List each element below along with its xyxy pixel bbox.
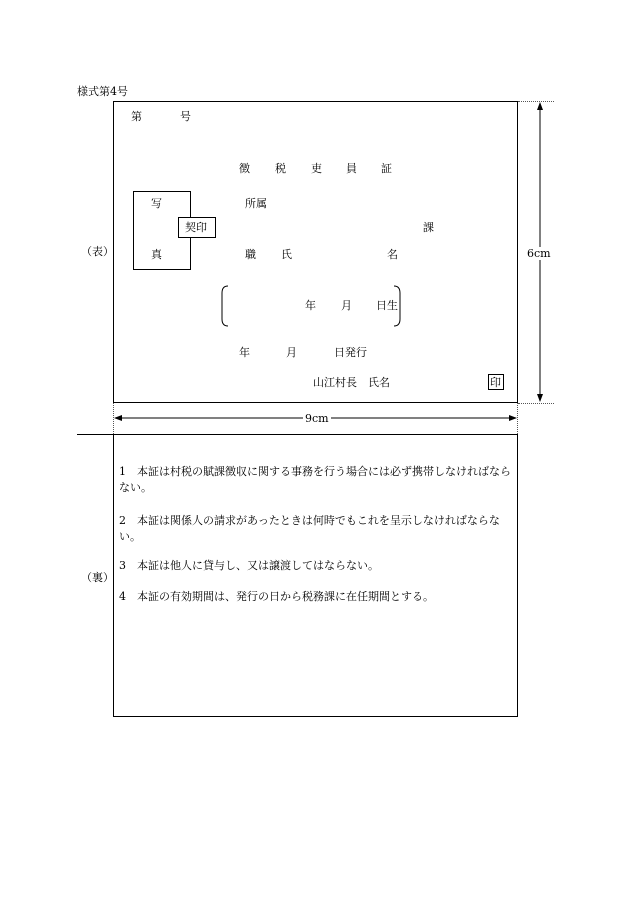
back-item-text: 本証の有効期間は、発行の日から税務課に在任期間とする。 [137, 590, 434, 603]
card-title-char: 徴 [239, 162, 250, 175]
issue-month-label: 月 [286, 346, 297, 359]
photo-label-bottom: 真 [151, 248, 162, 261]
dimension-guide-bottom [518, 403, 554, 404]
issue-year-label: 年 [239, 346, 250, 359]
birth-day-label: 日生 [376, 299, 398, 312]
back-item-number: 2 [119, 514, 126, 527]
height-dimension-label: 6cm [527, 247, 551, 260]
back-item-number: 3 [119, 559, 126, 572]
seal-stamp-label: 契印 [185, 221, 207, 234]
card-title-char: 員 [346, 162, 357, 175]
seal-label: 印 [490, 376, 501, 389]
card-title-char: 吏 [311, 162, 322, 175]
card-title-char: 税 [275, 162, 286, 175]
back-item-text: 本証は関係人の請求があったときは何時でもこれを呈示しなければならない。 [119, 514, 500, 543]
back-item [119, 589, 515, 605]
card-number-dai: 第 [131, 110, 142, 123]
form-number-label: 様式第4号 [77, 85, 128, 98]
back-item-text: 本証は他人に貸与し、又は譲渡してはならない。 [137, 559, 379, 572]
back-item [119, 464, 515, 496]
photo-label-top: 写 [151, 197, 162, 210]
affiliation-label: 所属 [245, 197, 267, 210]
width-dimension-label: 9cm [305, 412, 329, 425]
back-side-label: （裏） [81, 571, 114, 584]
card-number-go: 号 [180, 110, 191, 123]
issuer-label: 山江村長 氏名 [313, 376, 390, 389]
birth-year-label: 年 [305, 299, 316, 312]
birth-month-label: 月 [341, 299, 352, 312]
name-label-shi: 氏 [281, 248, 292, 261]
card-title-char: 証 [381, 162, 392, 175]
back-item-text: 本証は村税の賦課徴収に関する事務を行う場合には必ず携帯しなければならない。 [119, 465, 511, 494]
front-side-label: （表） [81, 245, 114, 258]
issue-day-label: 日発行 [334, 346, 367, 359]
back-item [119, 513, 515, 545]
back-item-number: 1 [119, 465, 126, 478]
back-item [119, 558, 515, 574]
position-label: 職 [245, 248, 256, 261]
back-item-number: 4 [119, 590, 126, 603]
section-label: 課 [423, 221, 434, 234]
name-label-mei: 名 [387, 248, 398, 261]
